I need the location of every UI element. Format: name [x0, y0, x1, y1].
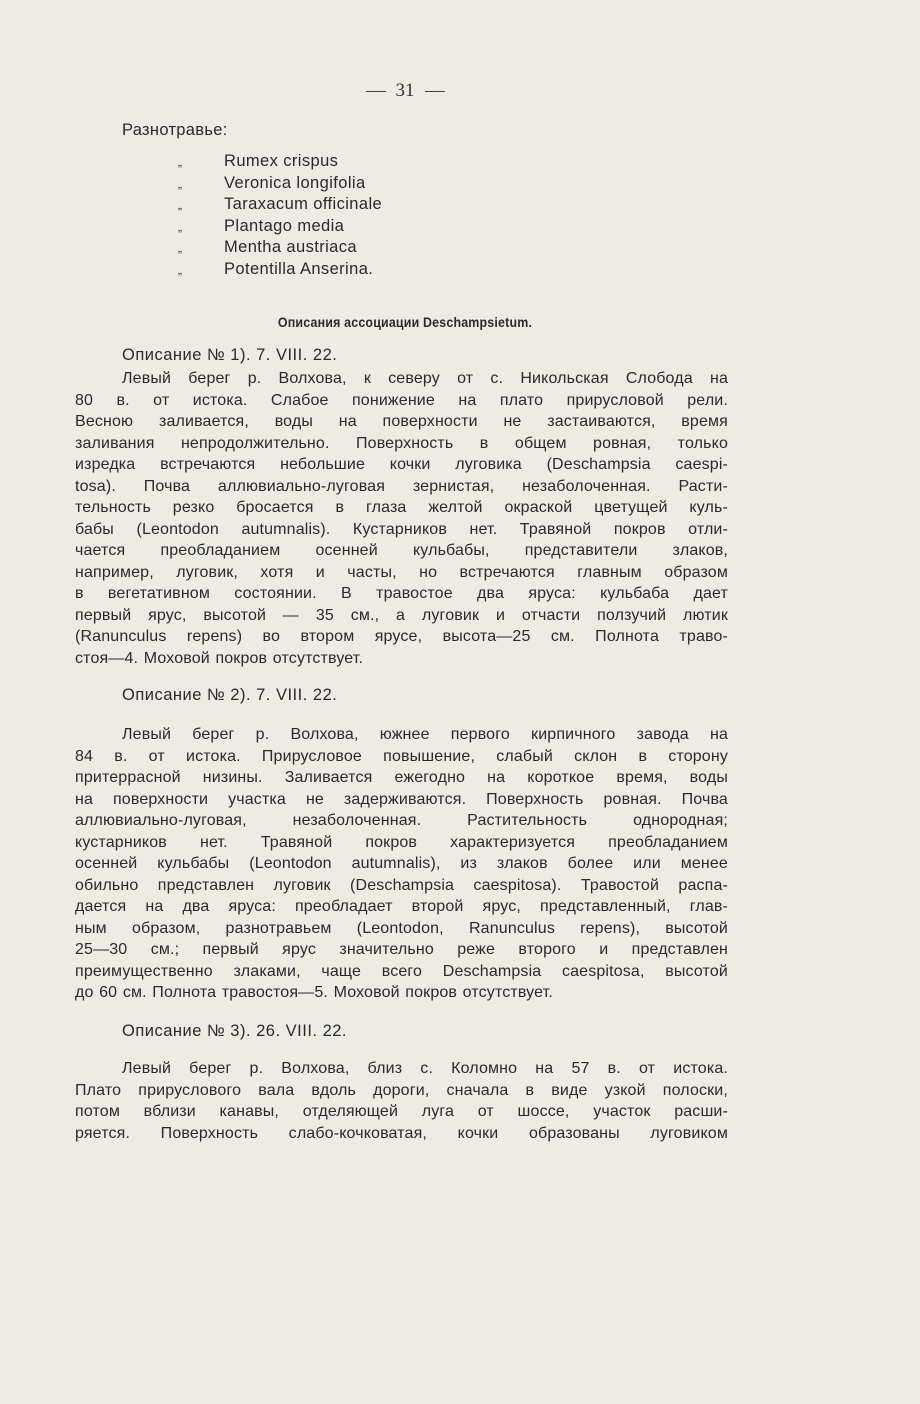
text-line: до 60 см. Полнота травостоя—5. Моховой покров отсутствует. — [75, 984, 553, 1001]
text-line: Плато прируслового вала вдоль дороги, сначала в виде узкой полоски, — [75, 1081, 728, 1099]
text-line: первый ярус, высотой — 35 см., а луговик и отчасти ползучий лютик — [75, 606, 728, 624]
text-line: ным образом, разнотравьем (Leontodon, Ranunculus repens), высотой — [75, 919, 728, 937]
ditto-mark: „ — [178, 262, 183, 277]
description-title: Описание № 3). 26. VIII. 22. — [122, 1022, 348, 1040]
text-line: дается на два яруса: преобладает второй ярус, представленный, глав- — [75, 898, 728, 915]
text-line: 25—30 см.; первый ярус значительно реже второго и представлен — [75, 941, 728, 958]
page-number-dash-left — [366, 91, 386, 92]
species-list — [178, 151, 382, 281]
species-name: Veronica longifolia — [224, 173, 366, 192]
ditto-mark: „ — [178, 219, 183, 234]
description-title: Описание № 2). 7. VIII. 22. — [122, 686, 338, 704]
description-body — [75, 1058, 728, 1144]
species-name: Plantago media — [224, 216, 345, 235]
species-item — [178, 173, 382, 195]
text-line: например, луговик, хотя и часты, но встречаются главным образом — [75, 563, 728, 581]
page-number-value: 31 — [395, 80, 415, 101]
text-line: кустарников нет. Травяной покров характеризуется преобладанием — [75, 833, 728, 851]
section-heading: Описания ассоциации Deschampsietum. — [277, 315, 533, 330]
page-number — [0, 80, 810, 102]
text-line: чается преобладанием осенней кульбабы, представители злаков, — [75, 542, 728, 559]
text-line: ряется. Поверхность слабо-кочковатая, кочки образованы луговиком — [75, 1124, 728, 1142]
species-item — [178, 216, 382, 238]
description-title: Описание № 1). 7. VIII. 22. — [122, 346, 338, 364]
text-line: аллювиально-луговая, незаболоченная. Растительность однородная; — [75, 812, 728, 829]
page-number-dash-right — [425, 91, 445, 92]
text-line: 80 в. от истока. Слабое понижение на плато прирусловой рели. — [75, 391, 728, 409]
species-name: Rumex crispus — [224, 152, 339, 170]
text-line: Левый берег р. Волхова, близ с. Коломно на 57 в. от истока. — [122, 1060, 728, 1077]
text-line: осенней кульбабы (Leontodon autumnalis), из злаков более или менее — [75, 855, 728, 872]
species-item — [178, 259, 382, 281]
text-line: обильно представлен луговик (Deschampsia caespitosa). Травостой распа- — [75, 876, 728, 894]
ditto-mark: „ — [178, 155, 183, 169]
species-name: Mentha austriaca — [224, 238, 357, 257]
text-line: 84 в. от истока. Прирусловое повышение, слабый склон в сторону — [75, 747, 728, 765]
text-line: изредка встречаются небольшие кочки луговика (Deschampsia caespi- — [75, 456, 728, 473]
species-name: Potentilla Anserina. — [224, 259, 374, 278]
species-item — [178, 194, 382, 216]
intro-label: Разнотравье: — [122, 121, 228, 139]
species-name: Taraxacum officinale — [224, 195, 383, 214]
description-body — [75, 368, 728, 669]
text-line: Левый берег р. Волхова, южнее первого кирпичного завода на — [122, 726, 728, 743]
text-line: бабы (Leontodon autumnalis). Кустарников нет. Травяной покров отли- — [75, 520, 728, 538]
species-item — [178, 151, 382, 173]
text-line: на поверхности участка не задерживаются. Поверхность ровная. Почва — [75, 790, 728, 808]
ditto-mark: „ — [178, 176, 183, 191]
text-line: потом вблизи канавы, отделяющей луга от шоссе, участок расши- — [75, 1103, 728, 1120]
text-line: tosa). Почва аллювиально-луговая зернистая, незаболоченная. Расти- — [75, 477, 728, 495]
species-item — [178, 237, 382, 259]
text-line: стоя—4. Моховой покров отсутствует. — [75, 649, 364, 667]
text-line: преимущественно злаками, чаще всего Deschampsia caespitosa, высотой — [75, 962, 728, 980]
ditto-mark: „ — [178, 241, 183, 256]
text-line: в вегетативном состоянии. В травостое два яруса: кульбаба дает — [75, 585, 728, 602]
text-line: тельность резко бросается в глаза желтой окраской цветущей куль- — [75, 499, 728, 516]
ditto-mark: „ — [178, 198, 183, 213]
text-line: притеррасной низины. Заливается ежегодно на короткое время, воды — [75, 769, 728, 786]
text-line: заливания непродолжительно. Поверхность в общем ровная, только — [75, 434, 728, 452]
description-body — [75, 724, 728, 1004]
text-line: Весною заливается, воды на поверхности не застаиваются, время — [75, 413, 728, 430]
text-line: (Ranunculus repens) во втором ярусе, высота—25 см. Полнота траво- — [75, 628, 728, 645]
text-line: Левый берег р. Волхова, к северу от с. Никольская Слобода на — [122, 370, 728, 387]
